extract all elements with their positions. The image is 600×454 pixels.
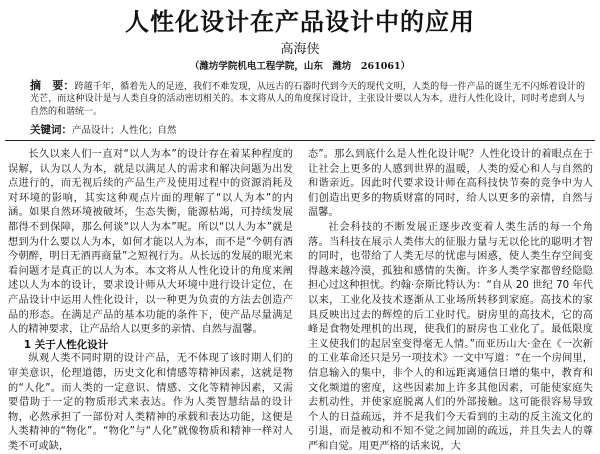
header-divider (5, 140, 595, 141)
right-column (308, 148, 593, 452)
right-paragraph-continued: 态”。那么到底什么是人性化设计呢？人性化设计的着眼点在于让社会上更多的人感到世界的温暖，人类的爱心和人与自然的和谐亲近。因此时代要求设计师在高科技快节奏的竞争中为人们创造出更多的物质财富的同时，给人以更多的亲情，自然与温馨。 (308, 149, 593, 219)
keywords-label: 关键词： (30, 124, 72, 136)
keywords-block (30, 122, 585, 137)
right-paragraph: 社会科技的不断发展正逐步改变着人类生活的每一个角落。当科技在展示人类伟大的征服力量与无以伦比的聪明才智的同时，也带给了人类无尽的忧虑与困惑，使人类生存空间变得越来越冷漠，孤独和感情的失衡。许多人类学家都曾经隐隐担心过这种担忧。约翰·奈斯比特认为：“自从 20 世纪 70 年代以来，工业化及技术逐渐从工业场所转移到家庭。高技术的家具反映出过去的辉煌的后工业时代。厨房里的高技术，它的高峰是食物处理机的出现，使我们的厨房也工业化了。最低限度主义使我们的起居室变得毫无人情。”而亚历山大·金在《一次新的工业革命还只是另一项技术》一文中写道：“在一个房间里，信息输入的集中，非个人的和远距离通信日增的集中，教育和文化频道的密度，这些因素加上许多其他因素，可能使家庭失去机动性，并使家庭脱离人们的外部接触。这可能很容易导致个人的日益疏远，并不是我们今天看到的主动的反主流文化的引退，而是被动和不知不觉之间加剧的疏远，并且失去人的尊严和自觉。用更严格的话来说，大 (308, 221, 593, 452)
author-affiliation: （潍坊学院机电工程学院，山东 潍坊 261061） (189, 61, 411, 72)
left-column (8, 148, 293, 452)
abstract-block (30, 80, 585, 118)
intro-paragraph: 长久以来人们一直对“以人为本”的设计存在着某种程度的误解，认为以人为本，就是以满足人的需求和解决问题为出发点进行的，而无视后续的产品生产及使用过程中的资源消耗及对环境的影响，其实这种观点片面的理解了“以人为本”的内涵。如果自然环境被破坏，生态失衡，能源枯竭，可持续发展都得不到保障，那么何谈“以人为本”呢。所以“以人为本”就是想到为什么要以人为本，如何才能以人为本，而不是“今朝有酒今朝醉，明日无酒再商量”之短视行为。从长远的发展的眼光来看问题才是真正的以人为本。本文将从人性化设计的角度来阐述以人为本的设计，要求设计师从大环境中进行设计定位，在产品设计中运用人性化设计，以一种更为负责的方法去创造产品的形态。在满足产品的基本功能的条件下，使产品尽量满足人的精神要求，让产品给人以更多的亲情、自然与温馨。 (8, 149, 293, 336)
author-name: 高海侠 (280, 42, 320, 57)
keywords-text: 产品设计；人性化；自然 (72, 125, 177, 136)
abstract-text: 跨越千年，循着先人的足迹，我们不难发现，从远古的石器时代到今天的现代文明，人类的每一件产品的诞生无不闪烁着设计的光芒，而这种设计是与人类自身的活动密切相关的。本文将从人的角度探讨设计，主张设计要以人为本，进行人性化设计，同时考虑到人与自然的和谐统一。 (30, 82, 585, 117)
section-heading: 1 关于人性化设计 (23, 338, 109, 351)
section-paragraph: 纵观人类不同时期的设计产品，无不体现了该时期人们的审美意识，伦理道德，历史文化和情感等精神因素，这就是物的“人化”。而人类的一定意识、情感、文化等精神因素，又需要借助于一定的物质形式来表达。作为人类智慧结晶的设计物，必然承担了一部份对人类精神的承载和表达功能，这便是人类精神的“物化”。“物化”与“人化”就像物质和精神一样对人类不可或缺， (8, 353, 293, 452)
paper-title: 人性化设计在产品设计中的应用 (125, 8, 475, 36)
abstract-label: 摘 要： (30, 79, 75, 92)
